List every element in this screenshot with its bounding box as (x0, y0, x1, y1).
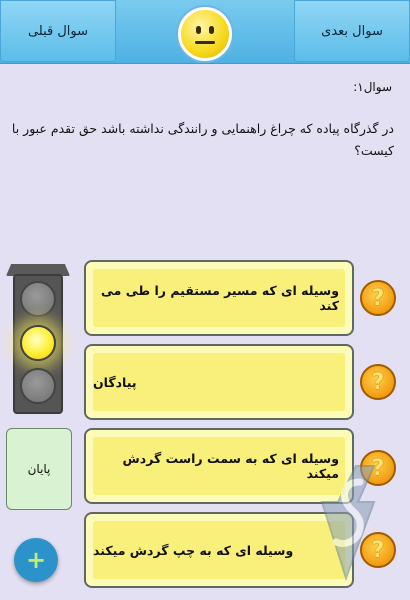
answer-option-2[interactable] (84, 344, 354, 420)
top-bar (0, 0, 410, 64)
question-mark-icon: ? (360, 532, 396, 568)
question-mark-icon: ? (360, 280, 396, 316)
question-mark-icon: ? (360, 364, 396, 400)
question-mark-icon: ? (360, 450, 396, 486)
neutral-smiley-icon (178, 7, 232, 61)
question-number: سوال۱: (353, 80, 392, 94)
red-lamp (20, 281, 56, 317)
answer-label: پیادگان (93, 353, 345, 411)
answer-label: وسیله ای که به سمت راست گردش میکند (93, 437, 345, 495)
previous-question-button[interactable]: سوال قبلی (0, 0, 116, 62)
traffic-light-icon (13, 274, 63, 414)
green-lamp (20, 368, 56, 404)
yellow-lamp (20, 325, 56, 361)
question-text: در گذرگاه پیاده که چراغ راهنمایی و رانندگی نداشته باشد حق تقدم عبور با کیست؟ (11, 121, 394, 158)
answer-option-4[interactable] (84, 512, 354, 588)
app-logo-icon (316, 462, 380, 582)
end-button[interactable]: پایان (6, 428, 72, 510)
answer-option-1[interactable] (84, 260, 354, 336)
answer-option-3[interactable] (84, 428, 354, 504)
next-question-button[interactable]: سوال بعدی (294, 0, 410, 62)
answer-label: وسیله ای که به چپ گردش میکند (93, 521, 345, 579)
add-button[interactable]: + (14, 538, 58, 582)
answer-label: وسیله ای که مسیر مستقیم را طی می کند (93, 269, 345, 327)
